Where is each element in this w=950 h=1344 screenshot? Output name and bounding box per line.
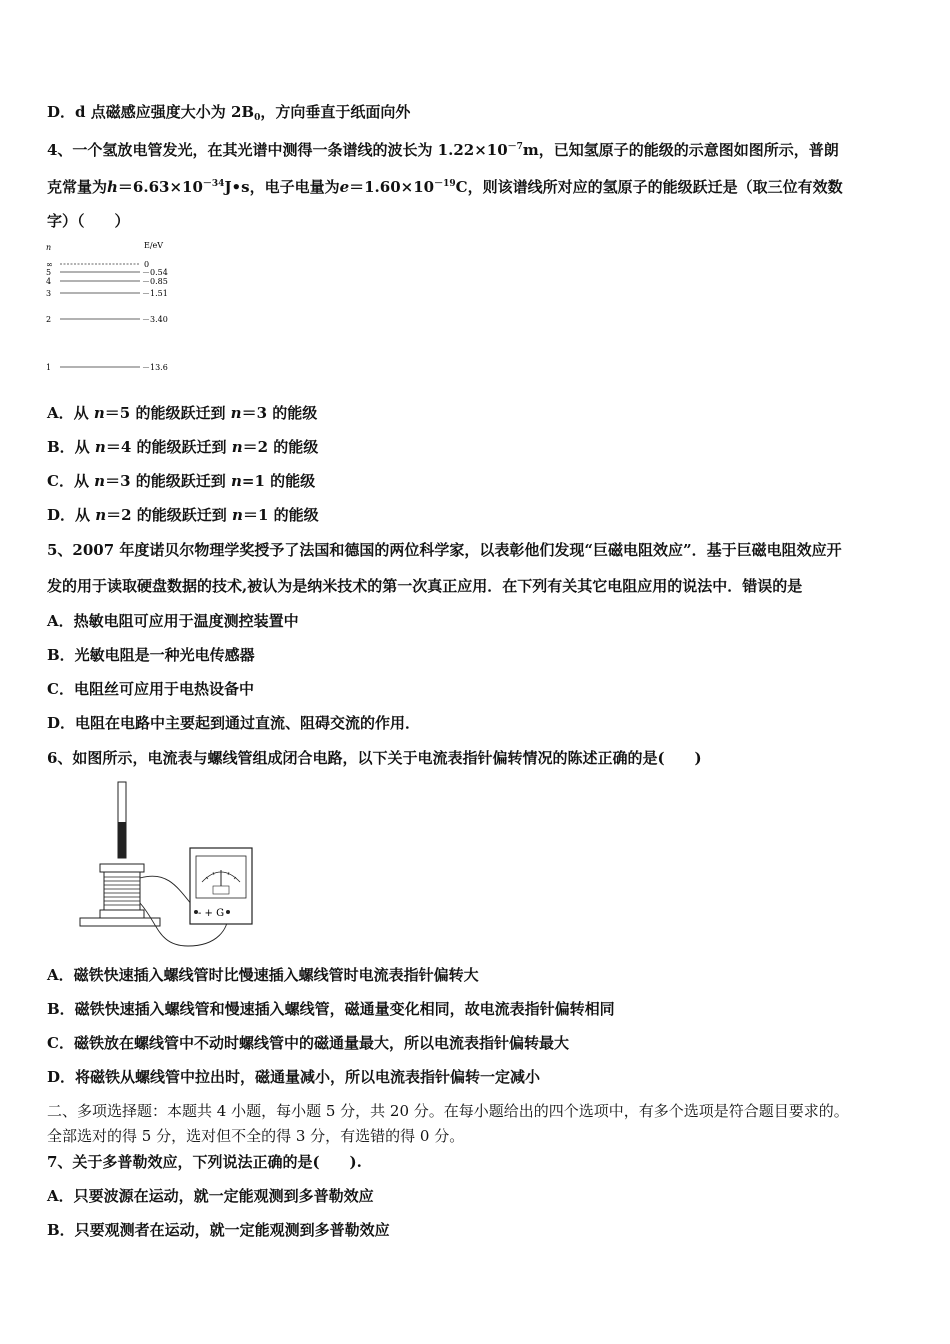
circuit-figure bbox=[78, 778, 258, 953]
q6-option-c: C．磁铁放在螺线管中不动时螺线管中的磁通量最大，所以电流表指针偏转最大 bbox=[47, 1034, 569, 1052]
q6-option-a: A．磁铁快速插入螺线管时比慢速插入螺线管时电流表指针偏转大 bbox=[47, 966, 479, 984]
coil-bottom-plate bbox=[100, 910, 144, 918]
q5-line-2: 发的用于读取硬盘数据的技术,被认为是纳米技术的第一次真正应用．在下列有关其它电阻应用的说法中．错误的是 bbox=[47, 577, 803, 595]
level-energy: －3.40 bbox=[142, 315, 168, 324]
q6-line-1: 6、如图所示，电流表与螺线管组成闭合电路，以下关于电流表指针偏转情况的陈述正确的是( ) bbox=[47, 749, 702, 767]
q5-option-b: B．光敏电阻是一种光电传感器 bbox=[47, 646, 255, 664]
q5-option-a: A．热敏电阻可应用于温度测控装置中 bbox=[47, 612, 299, 630]
q4-line-3: 字）（ ） bbox=[47, 212, 130, 230]
level-n: 2 bbox=[46, 315, 52, 324]
level-n: ∞ bbox=[46, 260, 53, 269]
level-energy: －0.54 bbox=[142, 268, 168, 277]
level-n: 4 bbox=[46, 277, 52, 286]
level-n: 5 bbox=[46, 268, 52, 277]
q5-option-c: C．电阻丝可应用于电热设备中 bbox=[47, 680, 254, 698]
section2-line-2: 全部选对的得 5 分，选对但不全的得 3 分，有选错的得 0 分。 bbox=[47, 1127, 465, 1145]
q4-line-1: 4、一个氢放电管发光，在其光谱中测得一条谱线的波长为 $1.22\times 10^{-7}m$，已知氢原子的能级的示意图如图所示，普朗 bbox=[47, 141, 839, 159]
base-board bbox=[80, 918, 160, 926]
q7-option-b: B．只要观测者在运动，就一定能观测到多普勒效应 bbox=[47, 1221, 390, 1239]
level-energy: －0.85 bbox=[142, 277, 168, 286]
solenoid-icon bbox=[104, 872, 140, 910]
q7-option-a: A．只要波源在运动，就一定能观测到多普勒效应 bbox=[47, 1187, 374, 1205]
meter-label-box bbox=[213, 886, 229, 894]
q4-option-b: B．从 n＝4 的能级跃迁到 n＝2 的能级 bbox=[47, 438, 319, 456]
wire bbox=[140, 876, 196, 910]
energy-axis-label: E/eV bbox=[144, 241, 164, 250]
q6-option-d: D．将磁铁从螺线管中拉出时，磁通量减小，所以电流表指针偏转一定减小 bbox=[47, 1068, 541, 1086]
terminal-plus bbox=[226, 910, 230, 914]
level-energy: －1.51 bbox=[142, 289, 168, 298]
q4-option-d: D．从 n＝2 的能级跃迁到 n＝1 的能级 bbox=[47, 506, 319, 524]
q4-line-2: 克常量为$h=6.63\times 10^{-34}J•s$，电子电量为$e=1.60\times 10^{-19}C$，则该谱线所对应的氢原子的能级跃迁是（取三位有效数 bbox=[47, 178, 843, 196]
option-d-prev: D．d 点磁感应强度大小为 $2B_0$，方向垂直于纸面向外 bbox=[47, 103, 411, 123]
q5-line-1: 5、2007 年度诺贝尔物理学奖授予了法国和德国的两位科学家，以表彰他们发现“巨磁电阻效应”．基于巨磁电阻效应开 bbox=[47, 541, 842, 559]
q4-option-a: A．从 n＝5 的能级跃迁到 n＝3 的能级 bbox=[47, 404, 318, 422]
coil-top-plate bbox=[100, 864, 144, 872]
section2-line-1: 二、多项选择题：本题共 4 小题，每小题 5 分，共 20 分。在每小题给出的四个选项中，有多个选项是符合题目要求的。 bbox=[47, 1102, 849, 1120]
q4-option-c: C．从 n＝3 的能级跃迁到 n=1 的能级 bbox=[47, 472, 316, 490]
q7-line-1: 7、关于多普勒效应，下列说法正确的是( ). bbox=[47, 1153, 362, 1171]
energy-level-diagram bbox=[40, 238, 180, 378]
magnet-south-pole bbox=[118, 822, 126, 858]
terminal-minus bbox=[194, 910, 198, 914]
level-energy: －13.6 bbox=[142, 363, 168, 372]
q6-option-b: B．磁铁快速插入螺线管和慢速插入螺线管，磁通量变化相同，故电流表指针偏转相同 bbox=[47, 1000, 615, 1018]
n-axis-label: n bbox=[46, 243, 52, 252]
level-n: 1 bbox=[46, 363, 52, 372]
level-energy: 0 bbox=[144, 260, 150, 269]
level-n: 3 bbox=[46, 289, 52, 298]
meter-terminal-label: - + G bbox=[198, 908, 225, 919]
q5-option-d: D．电阻在电路中主要起到通过直流、阻碍交流的作用． bbox=[47, 714, 421, 732]
